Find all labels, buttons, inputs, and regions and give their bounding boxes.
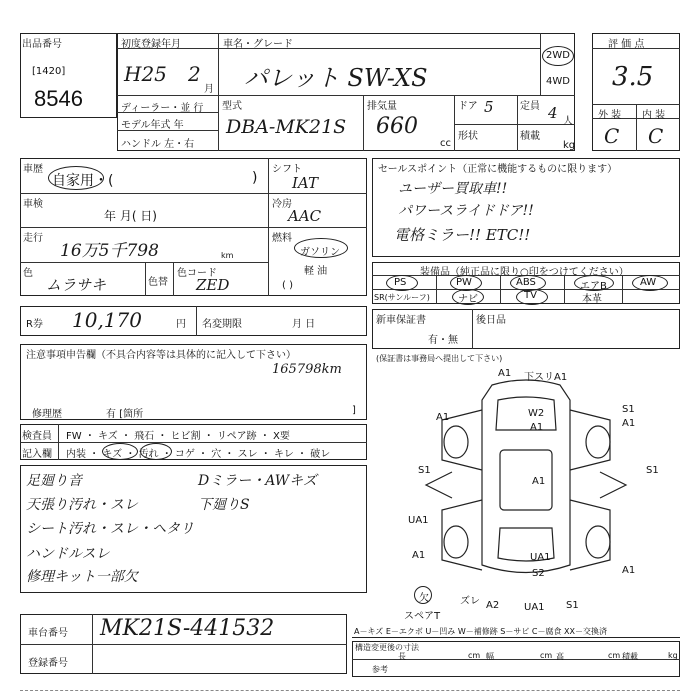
equip-airbag-circle — [574, 275, 614, 291]
entry-circle-1 — [102, 443, 138, 460]
dims-hei: 高 — [556, 652, 564, 661]
diag-l1: A1 — [498, 368, 512, 379]
interior-value: C — [648, 124, 664, 148]
notes-mileage: 165798km — [272, 362, 342, 377]
entry-label: 記入欄 — [22, 449, 52, 460]
diag-l9: A1 — [532, 476, 546, 487]
equip-tv: TV — [524, 290, 537, 301]
load-unit: kg — [563, 140, 576, 151]
expiry-label: 名変期限 — [202, 319, 242, 330]
fuel-light-oil: 軽 油 — [304, 266, 328, 277]
chassis-label: 車台番号 — [28, 628, 68, 639]
drive-2wd-circle — [542, 46, 574, 66]
remark-1: 足廻り音 — [26, 473, 82, 489]
equip-aw-circle — [632, 275, 668, 291]
fuel-paren: ( ) — [282, 280, 293, 291]
diag-l16: ズレ — [460, 596, 480, 607]
recycle-unit: 円 — [176, 319, 186, 330]
diag-l5: S1 — [622, 404, 635, 415]
equip-navi-circle — [452, 289, 484, 305]
bottom-dotted-line — [20, 690, 680, 691]
recycle-label: R券 — [26, 319, 43, 330]
usage-value: 自家用・( — [52, 173, 114, 189]
mileage-unit: km — [221, 251, 234, 260]
remark-right-2: 下廻りS — [198, 497, 250, 513]
diag-l2: 下スリA1 — [524, 372, 568, 383]
lot-number: 8546 — [34, 86, 83, 111]
remark-2: 天張り汚れ・スレ — [26, 497, 138, 513]
equip-ps: PS — [394, 277, 407, 288]
recycle-value: 10,170 — [72, 308, 142, 332]
usage-label: 車歴 — [23, 164, 43, 175]
doors-label: ドア — [458, 101, 478, 112]
equip-abs: ABS — [516, 277, 536, 288]
spare-circle — [414, 586, 432, 604]
exterior-label: 外 装 — [598, 110, 622, 121]
inspector-label: 検査員 — [22, 431, 52, 442]
ac-value: AAC — [288, 207, 322, 225]
new-car-label: 新車保証書 — [376, 315, 426, 326]
diag-spare-mark: 欠 — [419, 593, 429, 604]
reg-label: 登録番号 — [28, 658, 68, 669]
remark-5: 修理キット一部欠 — [26, 569, 138, 585]
fuel-label: 燃料 — [272, 233, 292, 244]
diag-l6: A1 — [622, 418, 636, 429]
entry-codes: 内装 ・ キズ ・ 汚れ ・ コゲ ・ 穴 ・ スレ ・ キレ ・ 破レ — [66, 449, 331, 460]
first-reg-year: H25 — [124, 62, 167, 86]
diag-l7: A1 — [436, 412, 450, 423]
model-year-label: モデル年式 年 — [121, 120, 184, 131]
diag-spare: スペアT — [404, 611, 441, 622]
displacement-label: 排気量 — [367, 101, 397, 112]
month-unit: 月 — [204, 84, 214, 95]
equip-leather: 本革 — [582, 294, 602, 305]
dims-cm2: cm — [540, 651, 553, 660]
score-value: 3.5 — [612, 62, 654, 92]
drive-4wd: 4WD — [546, 76, 570, 87]
inspector-codes: FW ・ キズ ・ 飛石 ・ ヒビ割 ・ リペア跡 ・ X要 — [66, 431, 290, 442]
displacement-unit: cc — [440, 138, 451, 149]
equip-ps-circle — [386, 275, 418, 291]
after-label: 後日品 — [476, 315, 506, 326]
sales-points-title: セールスポイント（正常に機能するものに限ります） — [378, 164, 618, 175]
color-label: 色 — [23, 268, 33, 279]
usage-circle — [48, 166, 104, 190]
diag-l10: S1 — [646, 465, 659, 476]
diag-l11: UA1 — [408, 515, 429, 526]
notes-title: 注意事項申告欄（不具合内容等は具体的に記入して下さい） — [26, 350, 296, 361]
interior-label: 内 装 — [642, 110, 666, 121]
diag-l3: W2 — [528, 408, 545, 419]
expiry-fields: 月 日 — [292, 319, 316, 330]
equip-tv-circle — [516, 289, 548, 305]
inspection-fields: 年 月( 日) — [104, 209, 157, 223]
chassis-value: MK21S-441532 — [100, 616, 275, 641]
load-label: 積載 — [520, 131, 540, 142]
remark-right-1: Dミラー・AWキズ — [198, 473, 317, 489]
dims-label: 構造変更後の寸法 — [355, 643, 419, 652]
diag-l18: UA1 — [524, 602, 545, 613]
equip-aw: AW — [640, 277, 657, 288]
dealer-label: ディーラー・並 行 — [121, 103, 204, 114]
lot-sub: [1420] — [32, 66, 66, 77]
remark-4: ハンドルスレ — [26, 546, 110, 562]
shape-label: 形状 — [458, 131, 478, 142]
color-code-value: ZED — [196, 276, 230, 294]
dims-cm3: cm — [608, 651, 621, 660]
model-grade-label: 車名・グレード — [223, 39, 293, 50]
color-code-label: 色替 — [148, 277, 168, 288]
shift-value: IAT — [292, 174, 318, 192]
entry-circle-2 — [140, 443, 172, 460]
dims-wid: 幅 — [486, 652, 494, 661]
remark-3: シート汚れ・スレ・ヘタリ — [26, 521, 194, 537]
handle-label: ハンドル 左・右 — [121, 139, 195, 150]
displacement-value: 660 — [376, 114, 418, 139]
new-car-value: 有・無 — [428, 335, 458, 346]
inspection-label: 車検 — [23, 199, 43, 210]
type-value: DBA-MK21S — [226, 116, 347, 138]
repair-value: 有 [箇所 — [106, 409, 144, 420]
equip-sr: SR(サンルーフ) — [374, 293, 430, 302]
color-code-sublabel: 色コード — [177, 268, 217, 279]
repair-close: ] — [352, 405, 356, 416]
diag-l17: A2 — [486, 600, 500, 611]
legend-text: A－キズ E－エクボ U－凹み W－補修跡 S－サビ C－腐食 XX－交換済 — [354, 627, 608, 636]
fuel-value: ガソリン — [300, 247, 340, 258]
capacity-value: 4 — [548, 104, 558, 122]
first-reg-month: 2 — [188, 62, 201, 86]
repair-label: 修理歴 — [32, 409, 62, 420]
equip-airbag: エアB — [580, 281, 607, 292]
capacity-unit: 人 — [563, 116, 573, 127]
dims-cm1: cm — [468, 651, 481, 660]
color-value: ムラサキ — [46, 276, 107, 294]
diag-l19: S1 — [566, 600, 579, 611]
sales-line-3: 電格ミラー!! ETC!! — [394, 226, 531, 244]
sales-line-1: ユーザー買取車!! — [398, 181, 508, 197]
model-grade-value: パレット SW-XS — [244, 64, 428, 92]
dims-len: 長 — [398, 652, 406, 661]
diag-l15: A1 — [412, 550, 426, 561]
equipment-title: 装備品（純正品に限り○印をつけてください） — [420, 267, 629, 278]
dims-ref: 参考 — [372, 665, 388, 674]
warranty-note: (保証書は事務局へ提出して下さい) — [376, 354, 503, 363]
diag-l13: S2 — [532, 568, 545, 579]
diag-l12: UA1 — [530, 552, 551, 563]
doors-value: 5 — [484, 98, 494, 116]
capacity-label: 定員 — [520, 101, 540, 112]
lot-label: 出品番号 — [22, 39, 62, 50]
first-reg-label: 初度登録年月 — [121, 39, 181, 50]
diag-l8: S1 — [418, 465, 431, 476]
equip-pw: PW — [456, 277, 472, 288]
drive-2wd: 2WD — [546, 50, 570, 61]
mileage-value: 16万5千798 — [60, 241, 159, 261]
exterior-value: C — [604, 124, 620, 148]
diag-l4: A1 — [530, 422, 544, 433]
mileage-label: 走行 — [23, 233, 43, 244]
equip-navi: ナビ — [458, 294, 478, 305]
usage-close: ) — [252, 170, 258, 186]
diag-l14: A1 — [622, 565, 636, 576]
score-label: 評 価 点 — [608, 39, 645, 50]
ac-label: 冷房 — [272, 199, 292, 210]
dims-load: 積載 — [622, 652, 638, 661]
dims-kg: kg — [668, 651, 678, 660]
sales-line-2: パワースライドドア!! — [398, 203, 534, 219]
shift-label: シフト — [272, 164, 302, 175]
type-label: 型式 — [222, 101, 242, 112]
fuel-circle — [294, 238, 348, 258]
